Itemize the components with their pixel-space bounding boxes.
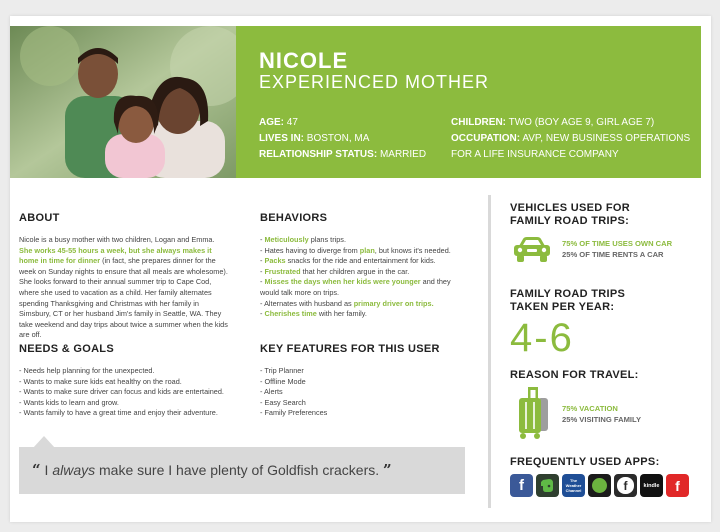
apps-heading: FREQUENTLY USED APPS:: [510, 456, 660, 468]
trips-heading: FAMILY ROAD TRIPS TAKEN PER YEAR:: [510, 288, 626, 313]
features-list: [260, 366, 460, 419]
behavior-item: - Alternates with husband as primary driver on trips.: [260, 298, 434, 308]
occupation-row: OCCUPATION: AVP, NEW BUSINESS OPERATIONS FOR A LIFE INSURANCE COMPANY: [451, 133, 691, 160]
needs-heading: NEEDS & GOALS: [19, 343, 114, 355]
persona-facts-right: [451, 115, 691, 163]
evernote-icon: [536, 474, 559, 497]
list-item: - Wants family to have a great time and enjoy their adventure.: [19, 408, 218, 418]
facebook-icon: f: [510, 474, 533, 497]
car-icon: [510, 234, 554, 266]
lives-value: BOSTON, MA: [306, 133, 370, 144]
list-item: - Easy Search: [260, 397, 306, 407]
weather-channel-icon: The Weather Channel: [562, 474, 585, 497]
persona-name: NICOLE: [259, 48, 349, 73]
persona-role: EXPERIENCED MOTHER: [259, 72, 490, 92]
list-item: - Needs help planning for the unexpected.: [19, 366, 155, 375]
green-circle-app-icon: [588, 474, 611, 497]
rent-car-stat: 25% OF TIME RENTS A CAR: [562, 250, 664, 259]
feedly-icon: f: [614, 474, 637, 497]
vehicle-stats: [562, 238, 672, 260]
own-car-stat: 75% OF TIME USES OWN CAR: [562, 239, 673, 248]
occupation-value: AVP, NEW BUSINESS OPERATIONS FOR A LIFE INSURANCE COMPANY: [451, 133, 691, 160]
behavior-item: - Packs snacks for the ride and entertainment for kids.: [260, 256, 436, 266]
persona-facts-left: [259, 115, 426, 163]
column-divider: [488, 195, 491, 508]
children-value: TWO (BOY AGE 9, GIRL AGE 7): [508, 117, 655, 128]
behaviors-list: [260, 235, 470, 320]
age-value: 47: [286, 117, 298, 128]
list-item: - Family Preferences: [260, 408, 328, 418]
vehicles-heading: VEHICLES USED FOR FAMILY ROAD TRIPS:: [510, 202, 631, 227]
persona-photo: [10, 26, 236, 178]
behavior-item: - Meticulously plans trips.: [260, 235, 346, 244]
behavior-item: - Hates having to diverge from plan, but knows it's needed.: [260, 245, 451, 255]
list-item: - Wants to make sure driver can focus and kids are entertained.: [19, 387, 224, 397]
behaviors-heading: BEHAVIORS: [260, 212, 328, 224]
list-item: - Offline Mode: [260, 376, 306, 386]
persona-quote: [19, 447, 465, 494]
list-item: - Wants to make sure kids eat healthy on the road.: [19, 376, 182, 386]
kindle-icon: kindle: [640, 474, 663, 497]
needs-list: [19, 366, 239, 419]
reason-stats: [562, 403, 641, 425]
persona-banner: [236, 26, 701, 178]
status-value: MARRIED: [379, 149, 427, 160]
list-item: - Alerts: [260, 387, 283, 397]
list-item: - Wants kids to learn and grow.: [19, 397, 119, 407]
trips-value: 4-6: [510, 316, 574, 360]
quote-text: “ I always make sure I have plenty of Goldfish crackers. ”: [32, 461, 392, 479]
flipboard-icon: f: [666, 474, 689, 497]
list-item: - Trip Planner: [260, 366, 304, 375]
vacation-stat: 75% VACATION: [562, 404, 618, 413]
about-text: Nicole is a busy mother with two children, Logan and Emma. She works 45-55 hours a week, but she always makes it home in time for dinner (in fact, she prepares dinner for the week on Sunday nights to ensure that all meals are wholesome). She looks forward to their annual summer trip to Cape Cod, where she used to vacation as a child. Her family alternates spending Thanksgiving and Christmas with her family in Simsbury, CT or her husband Jim's family in Seattle, WA. They take weekend and day trips about twice a summer when the kids are off.: [19, 235, 228, 340]
about-highlight: She works 45-55 hours a week, but she always makes it home in time for dinner: [19, 245, 212, 266]
about-heading: ABOUT: [19, 212, 60, 224]
age-row: AGE: 47: [259, 117, 298, 128]
reason-heading: REASON FOR TRAVEL:: [510, 369, 639, 381]
luggage-icon: [516, 386, 550, 440]
open-quote-icon: “: [32, 461, 41, 479]
features-heading: KEY FEATURES FOR THIS USER: [260, 343, 440, 355]
children-row: CHILDREN: TWO (BOY AGE 9, GIRL AGE 7): [451, 117, 655, 128]
status-row: RELATIONSHIP STATUS: MARRIED: [259, 149, 427, 160]
behavior-item: - Misses the days when her kids were younger and they would talk more on trips.: [260, 277, 451, 297]
behavior-item: - Frustrated that her children argue in the car.: [260, 266, 410, 276]
lives-row: LIVES IN: BOSTON, MA: [259, 133, 370, 144]
close-quote-icon: ”: [383, 461, 392, 479]
visiting-stat: 25% VISITING FAMILY: [562, 415, 642, 424]
apps-list: [510, 474, 689, 497]
behavior-item: - Cherishes time with her family.: [260, 309, 367, 319]
